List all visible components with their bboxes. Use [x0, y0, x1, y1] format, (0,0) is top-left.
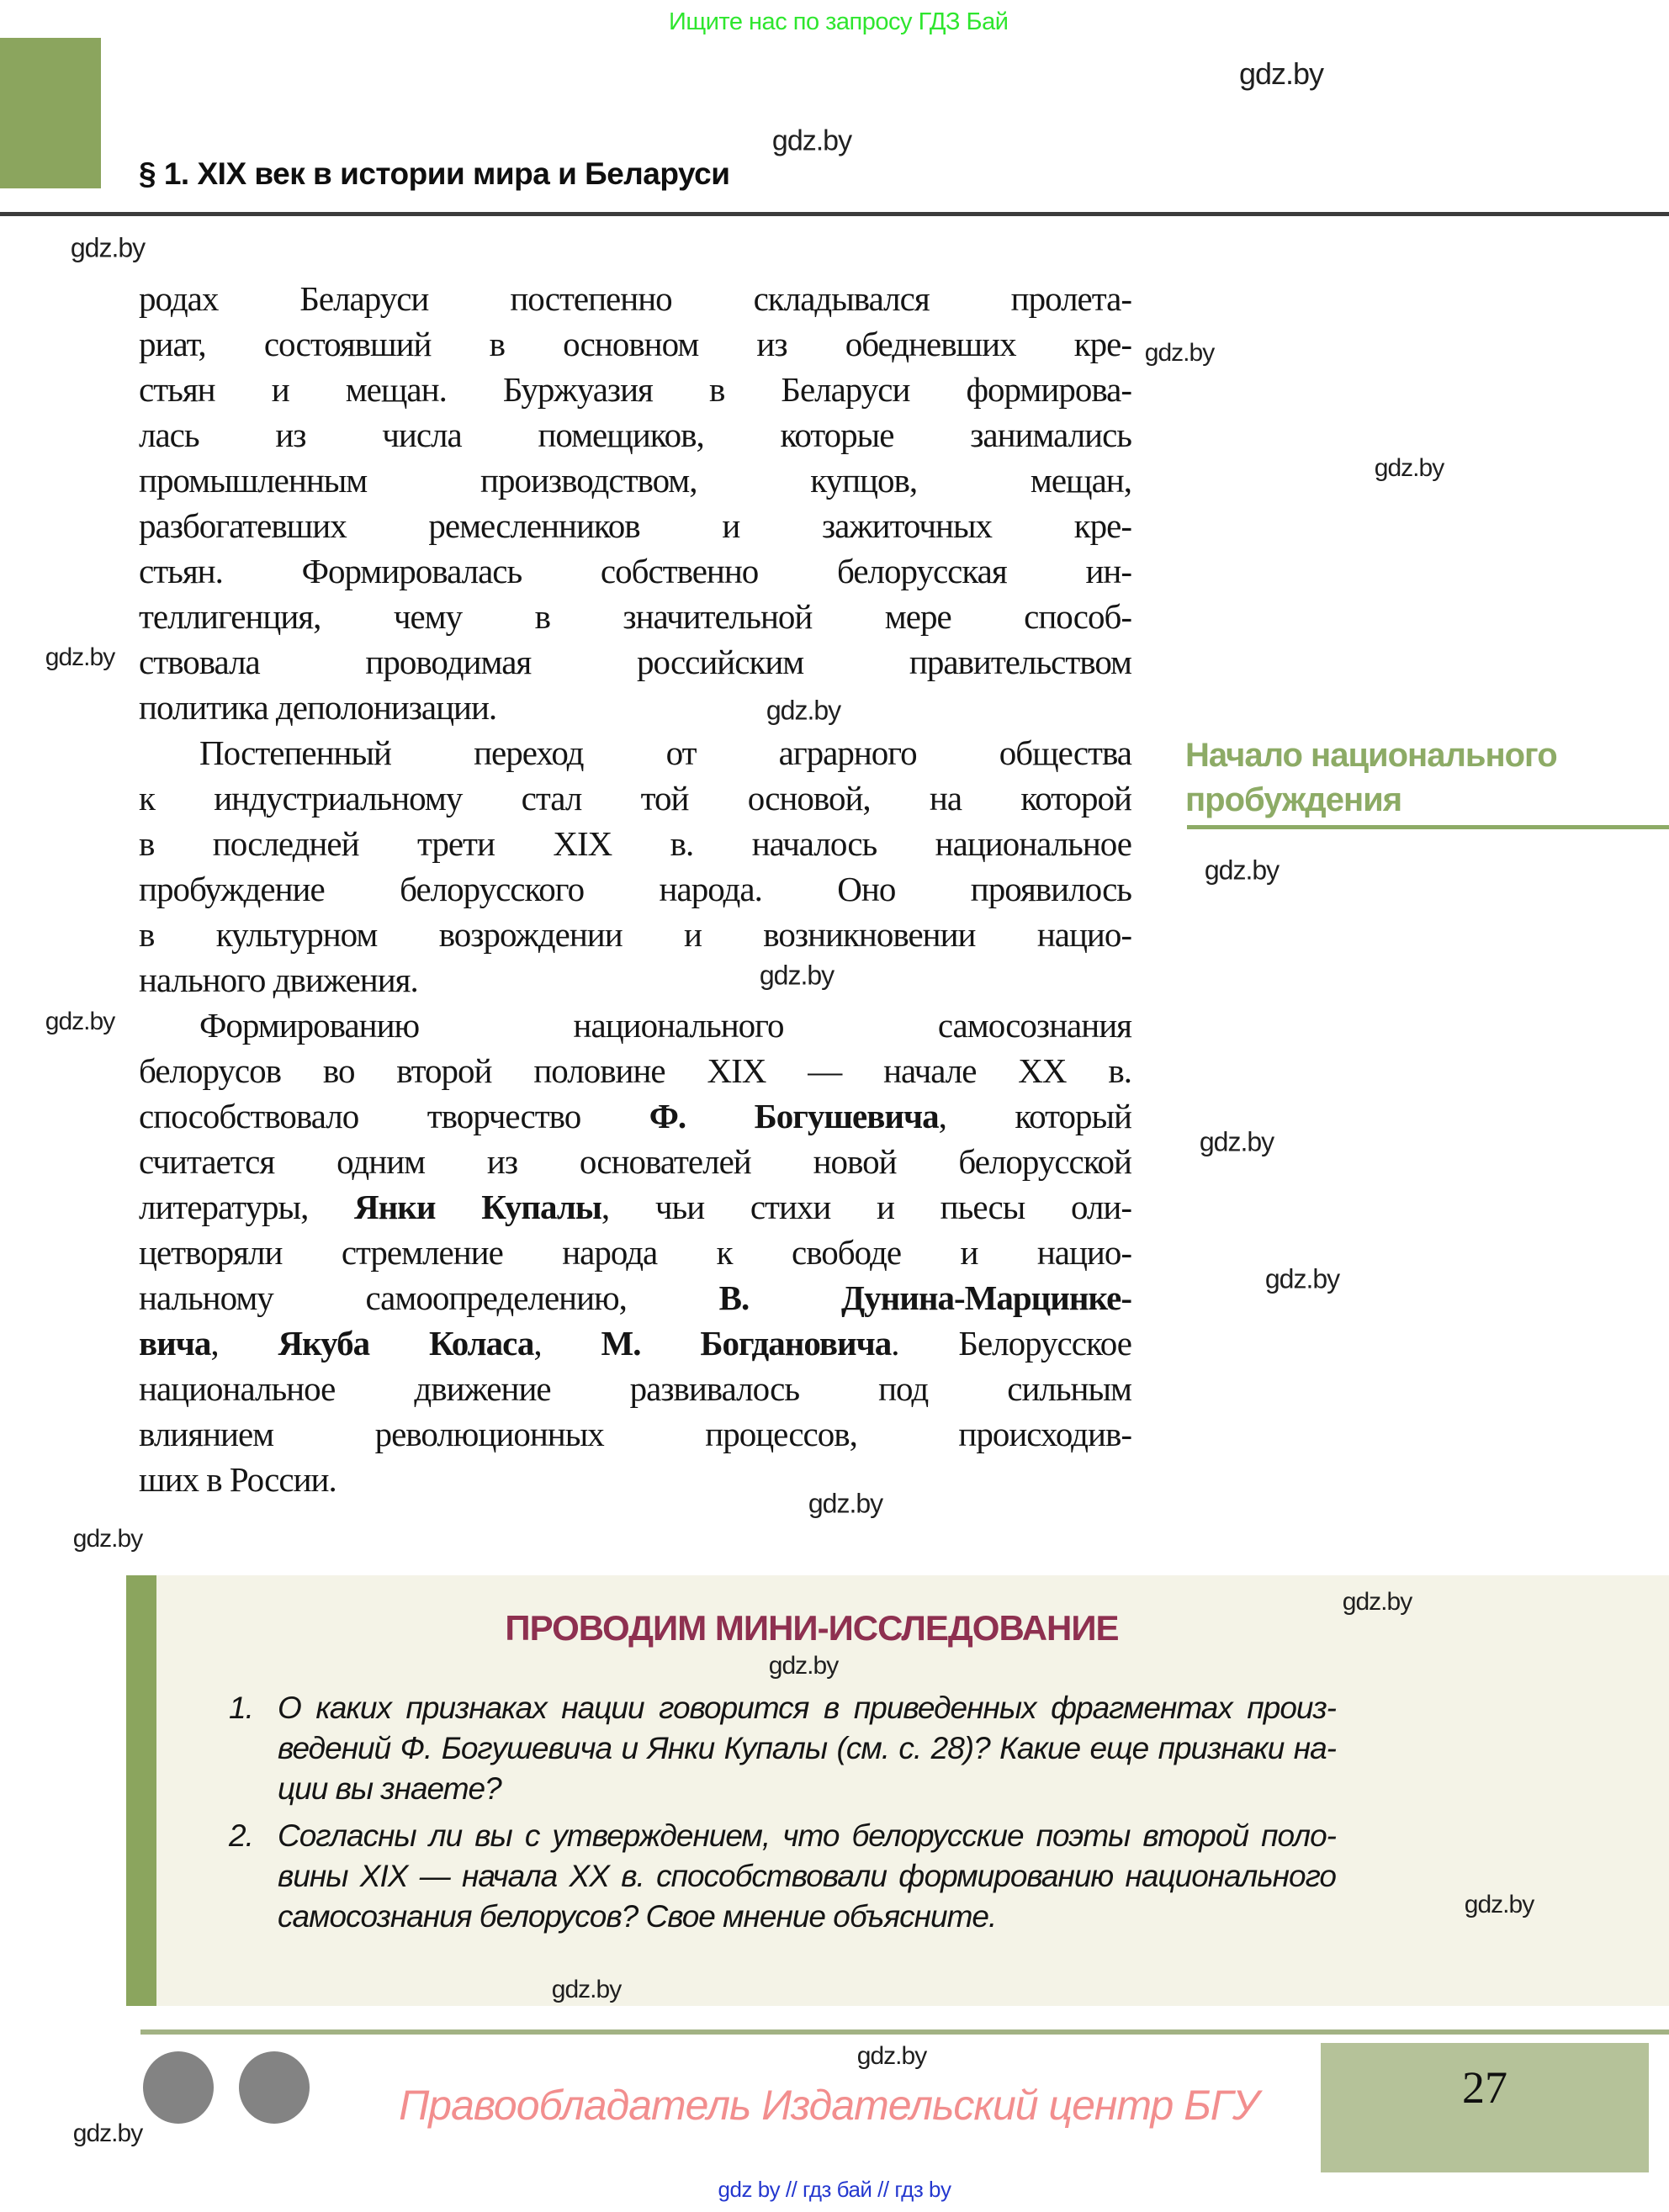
text-line: вины XIX — начала XX в. способствовали формированию национального — [278, 1859, 1336, 1893]
research-item-number: 1. — [229, 1691, 253, 1725]
text-line: ших в России. — [139, 1460, 336, 1499]
text-line: Формированию национального самосознания — [199, 1006, 1131, 1045]
gdzby-watermark: gdz.by — [1144, 339, 1215, 367]
gdzby-watermark: gdz.by — [771, 124, 852, 157]
text-line: литературы, Янки Купалы, чьи стихи и пьесы оли- — [139, 1188, 1131, 1226]
paragraph-2 — [139, 730, 1131, 1003]
gdzby-watermark: gdz.by — [1374, 454, 1444, 482]
gdzby-watermark: gdz.by — [766, 695, 841, 726]
gdzby-watermark: gdz.by — [768, 1652, 839, 1680]
gdzby-watermark: gdz.by — [551, 1976, 622, 2003]
text-line: родах Беларуси постепенно складывался пролета- — [139, 279, 1131, 318]
text-line: теллигенция, чему в значительной мере способ- — [139, 597, 1131, 636]
text-line: нального движения. — [139, 960, 418, 999]
binder-hole-icon — [239, 2051, 310, 2124]
text-line: пробуждение белорусского народа. Оно проявилось — [139, 870, 1131, 908]
text-line: в последней трети XIX в. началось национальное — [139, 824, 1131, 863]
text-line: белорусов во второй половине XIX — начале XX в. — [139, 1051, 1131, 1090]
gdzby-watermark: gdz.by — [72, 2119, 143, 2147]
gdzby-watermark: gdz.by — [45, 1008, 115, 1035]
footer-divider — [140, 2029, 1669, 2035]
binder-hole-icon — [143, 2051, 214, 2124]
research-item-2 — [229, 1816, 1336, 1937]
text-line: влиянием революционных процессов, происходив- — [139, 1415, 1131, 1453]
page-number-box — [1321, 2043, 1649, 2172]
gdzby-watermark: gdz.by — [856, 2042, 927, 2070]
text-line: Согласны ли вы с утверждением, что белорусские поэты второй поло- — [278, 1818, 1336, 1853]
header-divider — [0, 212, 1669, 216]
margin-heading-line: Начало национального — [1185, 737, 1557, 774]
section-title: § 1. XIX век в истории мира и Беларуси — [139, 156, 730, 191]
research-item-text — [278, 1816, 1336, 1937]
text-line: национальное движение развивалось под сильным — [139, 1369, 1131, 1408]
research-item-number: 2. — [229, 1818, 253, 1853]
gdzby-watermark: gdz.by — [72, 1525, 143, 1553]
text-line: О каких признаках нации говорится в приведенных фрагментах произ- — [278, 1691, 1336, 1725]
promo-watermark: Ищите нас по запросу ГДЗ Бай — [669, 8, 1009, 35]
text-line: лась из числа помещиков, которые занимались — [139, 415, 1131, 454]
text-line: промышленным производством, купцов, мещан, — [139, 461, 1131, 500]
copyright-watermark: Правообладатель Издательский центр БГУ — [399, 2082, 1258, 2129]
text-line: считается одним из основателей новой белорусской — [139, 1142, 1131, 1181]
page-number: 27 — [1462, 2062, 1507, 2113]
text-line: ствовала проводимая российским правительством — [139, 643, 1131, 681]
gdzby-watermark: gdz.by — [1199, 1126, 1274, 1157]
gdzby-watermark: gdz.by — [45, 643, 115, 671]
margin-heading-underline — [1187, 825, 1669, 829]
text-line: ции вы знаете? — [278, 1771, 501, 1806]
gdzby-watermark: gdz.by — [70, 232, 146, 263]
text-line: самосознания белорусов? Свое мнение объясните. — [278, 1899, 997, 1934]
text-line: к индустриальному стал той основой, на которой — [139, 779, 1131, 818]
gdzby-watermark: gdz.by — [1464, 1891, 1534, 1918]
text-line: стьян. Формировалась собственно белорусская ин- — [139, 552, 1131, 590]
gdzby-watermark: gdz.by — [759, 960, 834, 991]
gdzby-watermark: gdz.by — [1264, 1263, 1340, 1294]
text-line: цетворяли стремление народа к свободе и нацио- — [139, 1233, 1131, 1272]
gdzby-watermark: gdz.by — [808, 1488, 883, 1519]
footer-links: gdz by // гдз бай // гдз by — [718, 2177, 951, 2202]
text-line: ведений Ф. Богушевича и Янки Купалы (см. с. 28)? Какие еще признаки на- — [278, 1731, 1336, 1765]
text-line: Постепенный переход от аграрного общества — [199, 733, 1131, 772]
gdzby-watermark: gdz.by — [1204, 855, 1280, 886]
research-box-title: ПРОВОДИМ МИНИ-ИССЛЕДОВАНИЕ — [505, 1608, 1119, 1648]
paragraph-1 — [139, 276, 1131, 730]
gdzby-watermark: gdz.by — [1342, 1588, 1412, 1616]
text-line: вича, Якуба Коласа, М. Богдановича. Белорусское — [139, 1324, 1131, 1363]
text-line: способствовало творчество Ф. Богушевича, который — [139, 1097, 1131, 1135]
research-item-1 — [229, 1688, 1336, 1809]
text-line: политика деполонизации. — [139, 688, 497, 727]
chapter-color-block — [0, 38, 101, 188]
text-line: в культурном возрождении и возникновении нацио- — [139, 915, 1131, 954]
text-line: стьян и мещан. Буржуазия в Беларуси формирова- — [139, 370, 1131, 409]
text-line: риат, состоявший в основном из обедневших кре- — [139, 325, 1131, 363]
text-line: разбогатевших ремесленников и зажиточных кре- — [139, 506, 1131, 545]
margin-heading-line: пробуждения — [1185, 781, 1402, 818]
gdzby-watermark: gdz.by — [1238, 56, 1324, 91]
research-item-text — [278, 1688, 1336, 1809]
paragraph-3 — [139, 1003, 1131, 1502]
text-line: нальному самоопределению, В. Дунина-Марцинке- — [139, 1278, 1131, 1317]
margin-heading — [1185, 733, 1557, 823]
research-box-bar — [126, 1575, 156, 2006]
